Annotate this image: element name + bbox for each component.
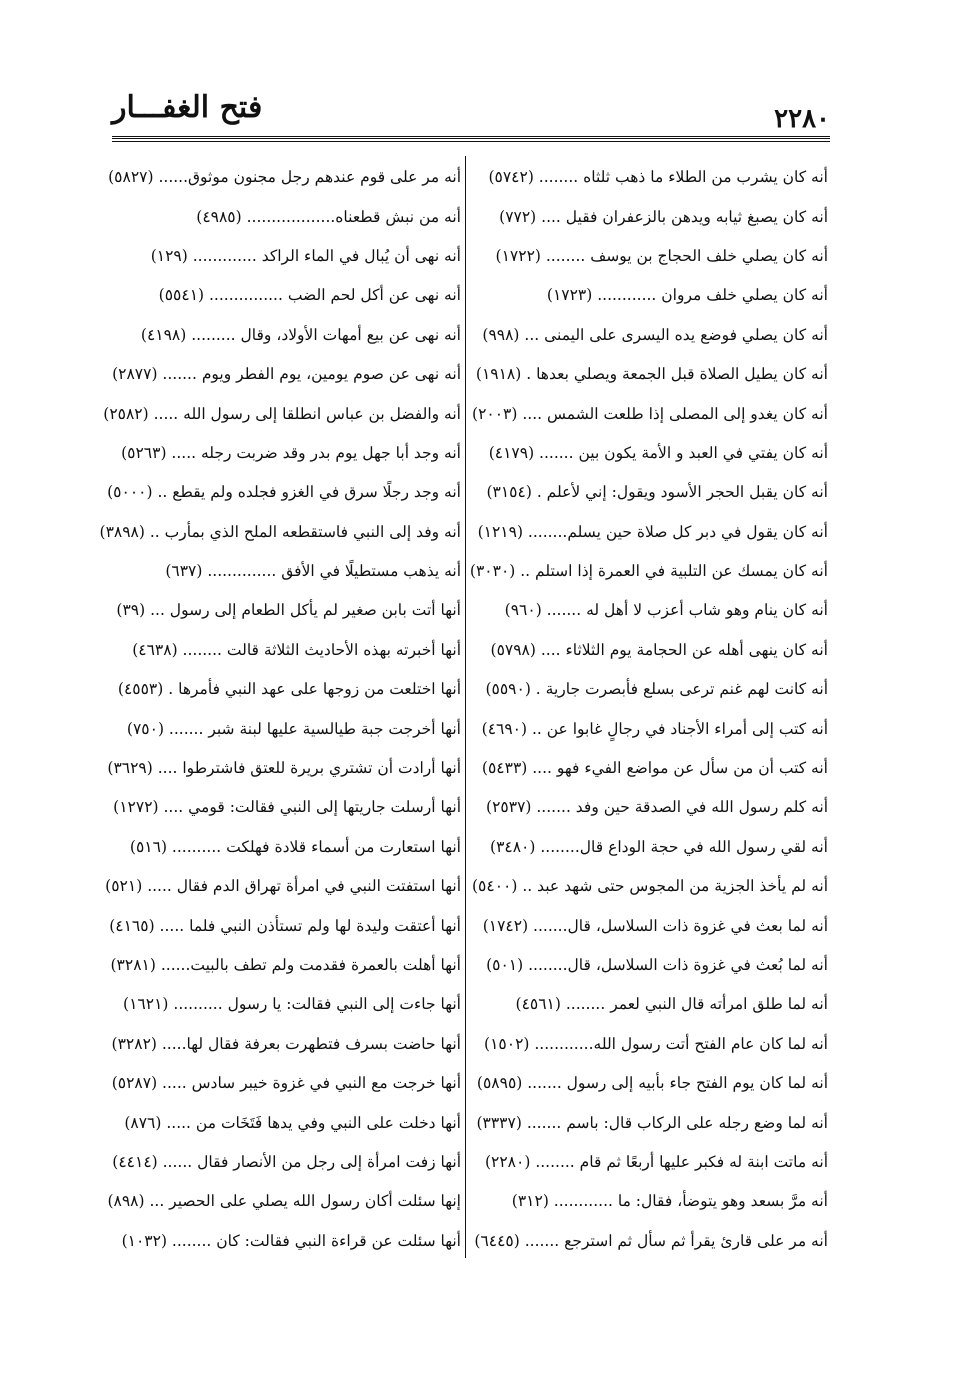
index-entry: أنه كان يقبل الحجر الأسود ويقول: إني لأعلم . (٣١٥٤)	[486, 483, 828, 502]
index-entry: أنها أعتقت وليدة لها ولم تستأذن النبي فلما ..... (٤١٦٥)	[109, 916, 461, 935]
index-entry: أنه كان ينهى أهله عن الحجامة يوم الثلاثاء .... (٥٧٩٨)	[490, 640, 828, 659]
index-entry: أنها حاضت بسرف فتطهرت بعرفة فقال لها..... (٣٢٨٢)	[111, 1034, 461, 1053]
page-header	[112, 78, 830, 138]
index-entry: أنه نهى عن صوم يومين، يوم الفطر ويوم ....... (٢٨٧٧)	[112, 365, 461, 384]
index-entry: إنها سئلت أكان رسول الله يصلي على الحصير ... (٨٩٨)	[107, 1192, 461, 1211]
index-entry: أنه مر على قارئ يقرأ ثم سأل ثم استرجع ....... (٦٤٤٥)	[474, 1231, 828, 1250]
index-entry: أنه كتب أن من سأل عن مواضع الفيء فهو .... (٥٤٣٣)	[481, 759, 828, 778]
index-entry: أنها أرادت أن تشتري بريرة للعتق فاشترطوا .... (٣٦٢٩)	[107, 759, 461, 778]
left-column	[99, 158, 461, 1261]
index-entry: أنه كان يطيل الصلاة قبل الجمعة ويصلي بعدها . (١٩١٨)	[475, 365, 828, 384]
index-entry: أنه لم يأخذ الجزية من المجوس حتى شهد عبد .. (٥٤٠٠)	[471, 877, 828, 896]
header-rule	[112, 136, 830, 142]
index-entry: أنه والفضل بن عباس انطلقا إلى رسول الله ..... (٢٥٨٢)	[103, 404, 461, 423]
index-entry: أنه كان يشرب من الطلاء ما ذهب ثلثاه ........ (٥٧٤٢)	[488, 168, 828, 187]
page-number: ٢٢٨٠	[774, 104, 830, 134]
index-entry: أنه ماتت ابنة له فكبر عليها أربعًا ثم قام ........ (٢٢٨٠)	[484, 1152, 828, 1171]
column-divider	[465, 156, 466, 1258]
index-entry: أنه من نبش قطعناه.................. (٤٩٨٥)	[196, 207, 461, 226]
index-entry: أنه كان يصلي فوضع يده اليسرى على اليمنى ... (٩٩٨)	[482, 325, 828, 344]
index-entry: أنها زفت امرأة إلى رجل من الأنصار فقال ...... (٤٤١٤)	[112, 1152, 461, 1171]
index-entry: أنه لما طلق امرأته قال النبي لعمر ........ (٤٥٦١)	[515, 995, 828, 1014]
index-entry: أنه كان يمسك عن التلبية في العمرة إذا استلم .. (٣٠٣٠)	[469, 562, 828, 581]
index-entry: أنه لما بُعث في غزوة ذات السلاسل، قال........ (٥٠١)	[486, 956, 828, 974]
index-entry: أنه نهى أن يُبال في الماء الراكد ............. (١٢٩)	[150, 246, 461, 265]
right-column	[469, 158, 828, 1261]
index-entry: أنه يذهب مستطيلًا في الأفق .............. (٦٣٧)	[165, 562, 461, 581]
index-entry: أنه وجد رجلًا سرق في الغزو فجلده ولم يقطع .. (٥٠٠٠)	[107, 483, 461, 502]
index-entry: أنه لما وضع رجله على الركاب قال: باسم ....... (٣٣٣٧)	[476, 1113, 828, 1132]
index-entry: أنها أخرجت جبة طيالسية عليها لبنة شبر ....... (٧٥٠)	[126, 719, 461, 738]
index-entry: أنه لما كان يوم الفتح جاء بأبيه إلى رسول ....... (٥٨٩٥)	[476, 1074, 828, 1093]
index-entry: أنه كلم رسول الله في الصدقة حين وفد ....... (٢٥٣٧)	[486, 798, 828, 817]
index-entry: أنه مر على قوم عندهم رجل مجنون موثوق...... (٥٨٢٧)	[108, 168, 461, 187]
index-entry: أنها أهلت بالعمرة فقدمت ولم تطف بالبيت...... (٣٢٨١)	[110, 956, 461, 974]
index-entry: أنه كان يقول في دبر كل صلاة حين يسلم........ (١٢١٩)	[477, 522, 828, 541]
index-entry: أنها أتت بابن صغير لم يأكل الطعام إلى رسول ... (٣٩)	[116, 601, 461, 620]
index-entry: أنها جاءت إلى النبي فقالت: يا رسول .......... (١٦٢١)	[123, 995, 461, 1014]
index-entry: أنه لما بعث في غزوة ذات السلاسل، قال....... (١٧٤٢)	[482, 916, 828, 935]
index-entry: أنه كانت لهم غنم ترعى بسلع فأبصرت جارية . (٥٥٩٠)	[485, 680, 828, 699]
index-entry: أنه كان يفتي في العبد و الأمة يكون بين ....... (٤١٧٩)	[488, 443, 828, 462]
index-entry: أنها أخبرته بهذه الأحاديث الثلاثة قالت ........ (٤٦٣٨)	[132, 640, 461, 659]
index-entry: أنه كان يصلي خلف مروان ............ (١٧٢٣)	[546, 286, 828, 305]
index-entry: أنه وجد أبا جهل يوم بدر وقد ضربت رجله ..... (٥٢٦٣)	[121, 443, 461, 462]
index-entry: أنها سئلت عن قراءة النبي فقالت: كان ........ (١٠٣٢)	[121, 1231, 461, 1250]
index-entry: أنه كان يصبغ ثيابه ويدهن بالزعفران فقيل .... (٧٧٢)	[499, 207, 828, 226]
index-entry: أنها دخلت على النبي وفي يدها فَتَخَات من ..... (٨٧٦)	[124, 1113, 461, 1132]
index-entry: أنه كان ينام وهو شاب أعزب لا أهل له ....... (٩٦٠)	[504, 601, 828, 620]
index-entry: أنه نهى عن بيع أمهات الأولاد، وقال ......... (٤١٩٨)	[140, 325, 461, 344]
index-entry: أنها استعارت من أسماء قلادة فهلكت .......... (٥١٦)	[129, 837, 461, 856]
index-entry: أنه كان يصلي خلف الحجاج بن يوسف ........ (١٧٢٢)	[495, 246, 828, 265]
index-entry: أنه مرَّ بسعد وهو يتوضأ، فقال: ما ............ (٣١٢)	[511, 1192, 828, 1211]
index-entry: أنه كتب إلى أمراء الأجناد في رجالٍ غابوا عن .. (٤٦٩٠)	[481, 719, 828, 738]
index-entry: أنها أرسلت جاريتها إلى النبي فقالت: قومي .... (١٢٧٢)	[113, 798, 461, 817]
index-entry: أنه وفد إلى النبي فاستقطعه الملح الذي بمأرب .. (٣٨٩٨)	[99, 522, 461, 541]
index-entry: أنها خرجت مع النبي في غزوة خيبر سادس ..... (٥٢٨٧)	[111, 1074, 461, 1093]
index-entry: أنه لما كان عام الفتح أتت رسول الله............ (١٥٠٢)	[484, 1034, 828, 1053]
index-entry: أنه لقي رسول الله في حجة الوداع قال........ (٣٤٨٠)	[490, 837, 828, 856]
index-entry: أنه كان يغدو إلى المصلى إذا طلعت الشمس .... (٢٠٠٣)	[472, 404, 828, 423]
index-entry: أنها اختلعت من زوجها على عهد النبي فأمرها . (٤٥٥٣)	[117, 680, 461, 699]
book-title: فتح الغفـــار	[112, 90, 263, 125]
index-entry: أنها استفتت النبي في امرأة تهراق الدم فقال ..... (٥٢١)	[105, 877, 461, 896]
index-entry: أنه نهى عن أكل لحم الضب ............... (٥٥٤١)	[158, 286, 461, 305]
